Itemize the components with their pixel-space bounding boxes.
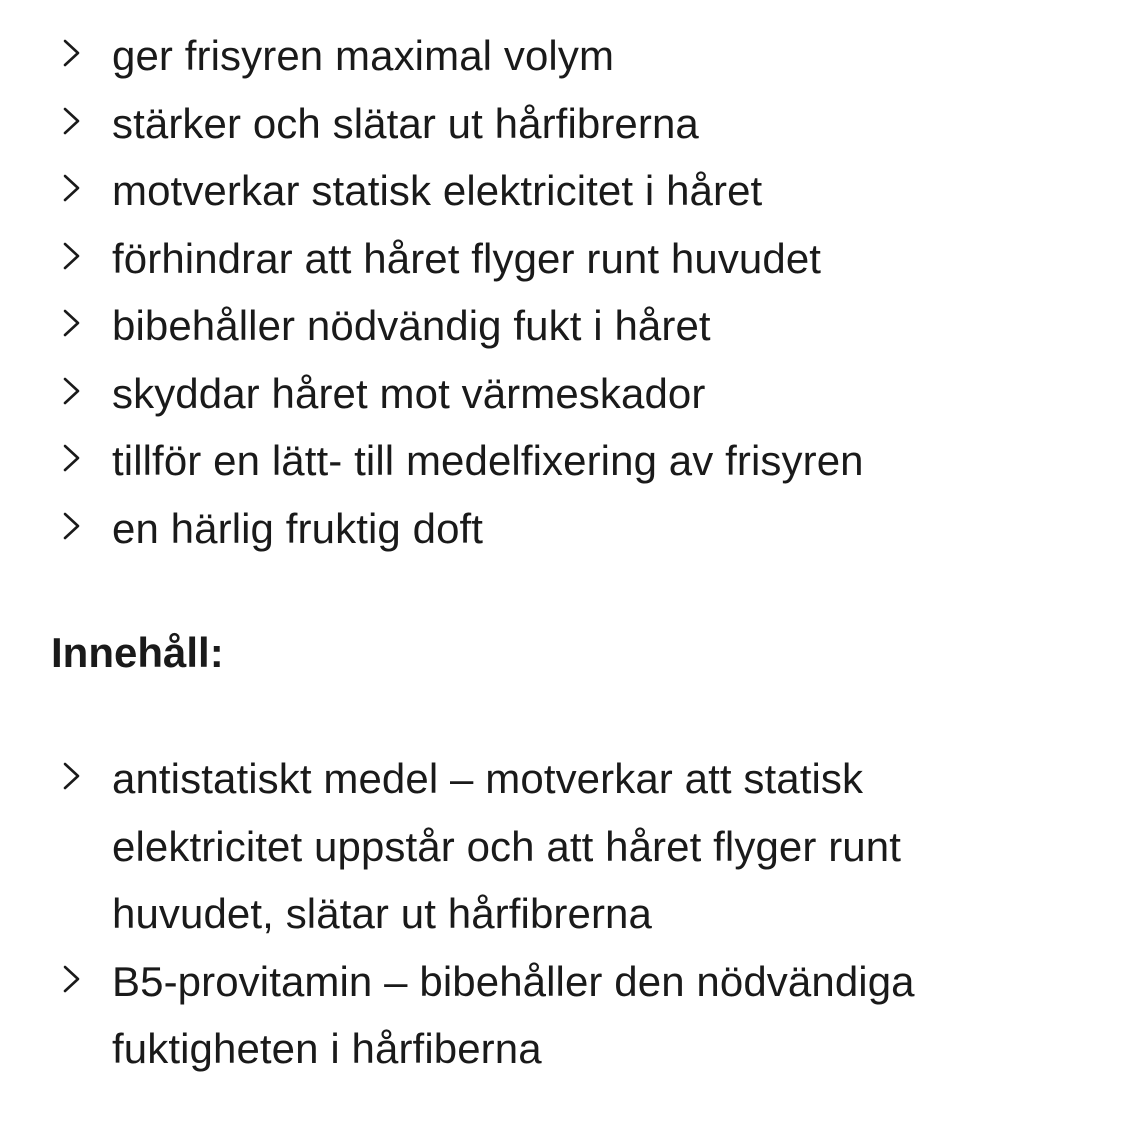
chevron-right-icon — [62, 376, 82, 406]
ingredients-heading: Innehåll: — [51, 629, 224, 676]
list-item — [62, 90, 1062, 158]
list-item — [62, 22, 1062, 90]
list-item-text: bibehåller nödvändig fukt i håret — [112, 302, 711, 349]
chevron-right-icon — [62, 308, 82, 338]
chevron-right-icon — [62, 106, 82, 136]
list-item-text: motverkar statisk elektricitet i håret — [112, 167, 763, 214]
chevron-right-icon — [62, 38, 82, 68]
ingredients-list — [62, 745, 1062, 1083]
chevron-right-icon — [62, 443, 82, 473]
chevron-right-icon — [62, 173, 82, 203]
list-item — [62, 745, 982, 948]
list-item-text: en härlig fruktig doft — [112, 504, 484, 552]
chevron-right-icon — [62, 761, 82, 791]
list-item-text: förhindrar att håret flyger runt huvudet — [112, 234, 822, 282]
list-item — [62, 948, 982, 1083]
list-item — [62, 225, 1062, 293]
list-item — [62, 427, 1062, 495]
list-item — [62, 157, 1062, 225]
list-item-text: tillför en lätt- till medelfixering av frisyren — [112, 437, 864, 484]
chevron-right-icon — [62, 964, 82, 994]
chevron-right-icon — [62, 511, 82, 541]
list-item — [62, 360, 1062, 428]
list-item — [62, 495, 1062, 563]
list-item-text: stärker och slätar ut hårfibrerna — [112, 99, 699, 147]
benefits-list — [62, 22, 1062, 562]
list-item-text: skyddar håret mot värmeskador — [112, 369, 706, 417]
list-item-text: B5-provitamin – bibehåller den nödvändiga fuktigheten i hårfiberna — [112, 957, 915, 1072]
list-item-text: ger frisyren maximal volym — [112, 32, 615, 79]
list-item-text: antistatiskt medel – motverkar att statisk elektricitet uppstår och att håret flyger runt huvudet, slätar ut hårfibrerna — [112, 755, 901, 937]
list-item — [62, 292, 1062, 360]
chevron-right-icon — [62, 241, 82, 271]
